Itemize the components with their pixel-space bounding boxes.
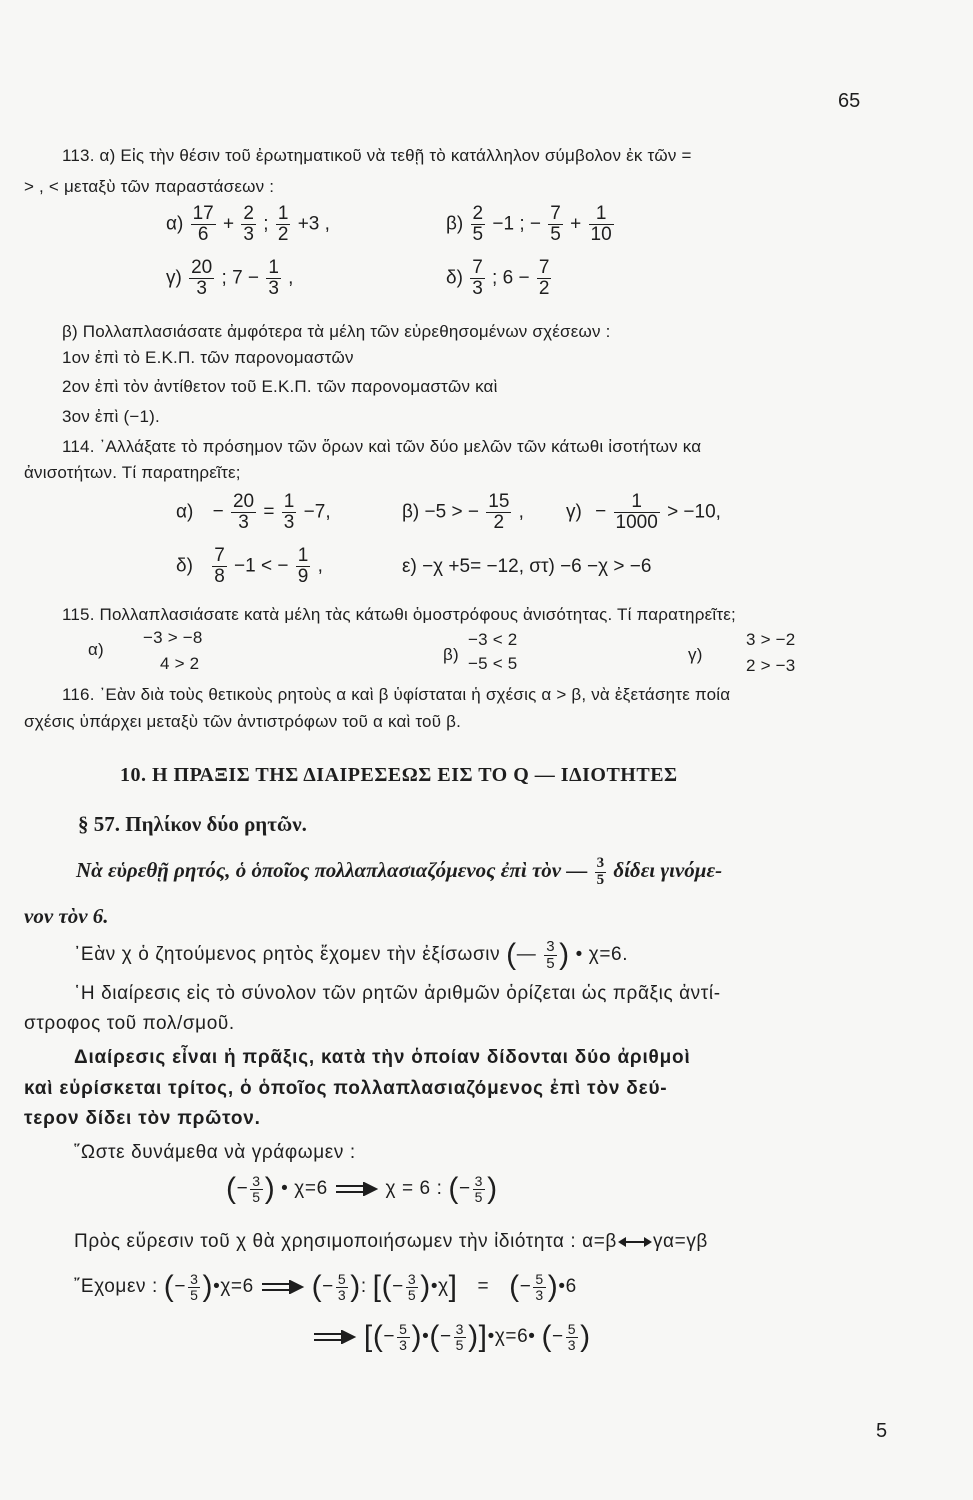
bracket-close: ] bbox=[448, 1270, 458, 1303]
denominator: 9 bbox=[297, 565, 309, 587]
numerator: 20 bbox=[191, 257, 213, 278]
implies-arrow-icon bbox=[334, 1182, 380, 1196]
paren-close: ) bbox=[487, 1172, 498, 1205]
ex114-line2: ἀνισοτήτων. Τί παρατηρεῖτε; bbox=[24, 463, 241, 482]
numerator: 3 bbox=[474, 1172, 484, 1189]
ex113-part-b: β) Πολλαπλασιάσατε ἀμφότερα τὰ μέλη τῶν εὑρεθησομένων σχέσεων : bbox=[62, 322, 611, 341]
denominator: 2 bbox=[277, 223, 289, 245]
ex115-label-a: α) bbox=[88, 640, 104, 659]
equation-2-left: • χ=6 bbox=[281, 1178, 328, 1200]
ex113-item1: 1ον ἐπὶ τὸ Ε.Κ.Π. τῶν παρονομαστῶν bbox=[62, 348, 354, 367]
problem-pre: Νὰ εὑρεθῇ ρητός, ὁ ὁποῖος πολλαπλασιαζόμενος ἐπὶ τὸν — bbox=[76, 858, 588, 883]
fraction bbox=[276, 204, 291, 245]
comma: , bbox=[518, 501, 524, 523]
equation-3-tail: •6 bbox=[558, 1276, 577, 1298]
ex115-b-top: −3 < 2 bbox=[468, 630, 518, 649]
paren-open: ( bbox=[163, 1270, 175, 1303]
paren-open: ( bbox=[311, 1270, 323, 1303]
numerator: 15 bbox=[488, 491, 510, 512]
denominator: 5 bbox=[190, 1286, 199, 1303]
equation-2: (− $\frac{3}{5}$ ) • χ=6 χ = 6 : (− $\frac{3}{5}$ ) bbox=[226, 1172, 498, 1205]
expr-tail: −7, bbox=[303, 501, 331, 523]
fraction bbox=[241, 204, 256, 245]
paren-close: ) bbox=[202, 1270, 214, 1303]
property-text: Πρὸς εὕρεσιν τοῦ χ θὰ χρησιμοποιήσωμεν τὴν ἰδιότητα : α=β bbox=[74, 1231, 617, 1252]
expr-mid: ; 7 − bbox=[221, 267, 260, 289]
bold-definition-line1: Διαίρεσις εἶναι ἡ πρᾶξις, κατὰ τὴν ὁποίαν δίδονται δύο ἀριθμοὶ bbox=[74, 1047, 691, 1068]
have-label: ῎Εχομεν : bbox=[74, 1276, 158, 1298]
equation-intro: ᾿Εὰν χ ὁ ζητούμενος ρητὸς ἔχομεν τὴν ἐξίσωσιν (— $\frac{3}{5}$ ) • χ=6. bbox=[74, 937, 629, 972]
label-d: δ) bbox=[176, 555, 193, 577]
ex113-expr-d bbox=[446, 258, 553, 299]
paren-close: ) bbox=[350, 1270, 361, 1303]
operator: + bbox=[570, 213, 582, 235]
ex115-a-bot: 4 > 2 bbox=[160, 654, 200, 673]
so-line: ῞Ωστε δυνάμεθα νὰ γράφωμεν : bbox=[74, 1142, 356, 1163]
paren-open: ( bbox=[372, 1320, 384, 1353]
numerator: 1 bbox=[268, 257, 279, 278]
ex114-expr-d bbox=[176, 546, 323, 587]
label-b: β) bbox=[446, 213, 464, 235]
paren-close: ) bbox=[559, 938, 570, 971]
denominator: 5 bbox=[252, 1188, 261, 1205]
equation-tail: • χ=6. bbox=[575, 944, 629, 966]
implies-arrow-icon bbox=[260, 1280, 306, 1294]
expr-mid: −1 < − bbox=[234, 555, 289, 577]
equation-3-mid: •χ=6 bbox=[213, 1276, 254, 1298]
label-b: β) bbox=[402, 501, 420, 523]
expr-mid: −1 ; − bbox=[492, 213, 542, 235]
problem-line2: νον τὸν 6. bbox=[24, 904, 109, 928]
ex115-label-g: γ) bbox=[688, 645, 703, 664]
denominator: 5 bbox=[472, 223, 484, 245]
ex115-b-bot: −5 < 5 bbox=[468, 654, 518, 673]
operator: + bbox=[223, 213, 235, 235]
denominator: 5 bbox=[550, 223, 561, 245]
paren-open: ( bbox=[226, 1172, 237, 1205]
denominator: 3 bbox=[196, 277, 207, 299]
numerator: 1 bbox=[297, 545, 309, 566]
fraction bbox=[231, 492, 256, 533]
ex113-expr-b bbox=[446, 204, 616, 245]
paren-open: ( bbox=[506, 938, 517, 971]
numerator: 3 bbox=[546, 937, 556, 955]
fraction bbox=[544, 939, 557, 972]
ex116-line1: 116. ᾿Εὰν διὰ τοὺς θετικοὺς ρητοὺς α καὶ β ὑφίσταται ἡ σχέσις α > β, νὰ ἐξετάσητε ποία bbox=[62, 685, 731, 704]
fraction: $\frac{5}{3}$ bbox=[337, 1270, 347, 1303]
numerator: 7 bbox=[472, 257, 483, 278]
ex114-expr-g bbox=[566, 492, 721, 533]
ex114-expr-a bbox=[176, 492, 331, 533]
ex114-expr-e: ε) −χ +5= −12, στ) −6 −χ > −6 bbox=[402, 556, 652, 577]
label-d: δ) bbox=[446, 267, 463, 289]
problem-statement bbox=[76, 856, 722, 889]
fraction: $\frac{5}{3}$ bbox=[399, 1320, 408, 1353]
numerator: 1 bbox=[277, 203, 289, 224]
numerator: 7 bbox=[214, 545, 225, 566]
property-tail: γα=γβ bbox=[652, 1231, 708, 1252]
paren-close: ) bbox=[580, 1320, 591, 1353]
denominator: 5 bbox=[407, 1286, 417, 1303]
numerator: 1 bbox=[589, 204, 614, 225]
definition-line1: ῾Η διαίρεσις εἰς τὸ σύνολον τῶν ρητῶν ἀριθμῶν ὁρίζεται ὡς πρᾶξις ἀντί- bbox=[74, 983, 721, 1004]
fraction: $\frac{5}{3}$ bbox=[567, 1320, 577, 1353]
denominator: 2 bbox=[538, 277, 550, 299]
denominator: 5 bbox=[596, 871, 605, 888]
ex115-g-top: 3 > −2 bbox=[746, 630, 796, 649]
ex115-a-top: −3 > −8 bbox=[143, 628, 203, 647]
paren-open: ( bbox=[448, 1172, 459, 1205]
fraction bbox=[595, 856, 607, 889]
sign: − bbox=[595, 501, 607, 523]
fraction bbox=[473, 1174, 485, 1204]
ex115-line1: 115. Πολλαπλασιάσατε κατὰ μέλη τὰς κάτωθι ὁμοστρόφους ἀνισότητας. Τί παρατηρεῖτε; bbox=[62, 605, 736, 624]
question-mark: ; bbox=[263, 213, 269, 235]
paren-close: ) bbox=[547, 1270, 559, 1303]
denominator: 2 bbox=[493, 511, 505, 533]
bold-definition-line3: τερον δίδει τὸν πρῶτον. bbox=[24, 1108, 261, 1129]
numerator: 7 bbox=[550, 203, 561, 224]
numerator: 17 bbox=[192, 203, 214, 224]
denominator: 5 bbox=[455, 1336, 465, 1353]
fraction bbox=[537, 258, 552, 299]
have-line: ῎Εχομεν : (− $\frac{3}{5}$ )•χ=6 (− $\frac{5}{3}$ ): [(− $\frac{3}{5}$ )•χ] = (− $\frac{5}{3}$ )•6 bbox=[74, 1270, 577, 1303]
denominator: 3 bbox=[268, 277, 279, 299]
paren-open: ( bbox=[381, 1270, 393, 1303]
property-line bbox=[74, 1231, 708, 1253]
numerator: 2 bbox=[472, 203, 484, 224]
fraction bbox=[188, 1272, 200, 1302]
equivalence-arrow-icon bbox=[617, 1235, 653, 1249]
section-title: 10. Η ΠΡΑΞΙΣ ΤΗΣ ΔΙΑΙΡΕΣΕΩΣ ΕΙΣ ΤΟ Q — ΙΔΙΟΤΗΤΕΣ bbox=[120, 764, 678, 786]
equation-2-right: χ = 6 : bbox=[385, 1178, 443, 1200]
paren-close: ) bbox=[411, 1320, 423, 1353]
label-a: α) bbox=[176, 501, 194, 523]
ex116-line2: σχέσις ὑπάρχει μεταξὺ τῶν ἀντιστρόφων τοῦ α καὶ τοῦ β. bbox=[24, 712, 462, 731]
ex115-label-b: β) bbox=[443, 645, 459, 664]
denominator: 3 bbox=[243, 223, 254, 245]
page-number: 65 bbox=[838, 90, 861, 112]
fraction bbox=[548, 204, 563, 245]
paren-close: ) bbox=[468, 1320, 479, 1353]
fraction bbox=[282, 492, 297, 533]
equation-4-tail: •χ=6• bbox=[487, 1326, 536, 1348]
fraction bbox=[589, 204, 614, 245]
paren-close: ) bbox=[264, 1172, 276, 1205]
expr-pre: −5 > − bbox=[424, 501, 479, 523]
paren-close: ) bbox=[420, 1270, 431, 1303]
expr-mid: ; 6 − bbox=[492, 267, 530, 289]
denominator: 5 bbox=[546, 954, 556, 972]
ex115-g-bot: 2 > −3 bbox=[746, 656, 796, 675]
implies-arrow-icon bbox=[312, 1330, 358, 1344]
numerator: 1 bbox=[614, 492, 660, 513]
fraction bbox=[406, 1272, 418, 1302]
bracket-close: ] bbox=[478, 1320, 488, 1353]
fraction bbox=[266, 258, 281, 299]
bracket-open: [ bbox=[372, 1270, 382, 1303]
ex114-expr-b bbox=[402, 492, 524, 533]
denominator: 8 bbox=[214, 565, 225, 587]
denominator: 3 bbox=[238, 511, 249, 533]
paren-open: ( bbox=[541, 1320, 553, 1353]
fraction bbox=[471, 204, 486, 245]
bracket-open: [ bbox=[363, 1320, 373, 1353]
paren-open: ( bbox=[429, 1320, 440, 1353]
numerator: 3 bbox=[407, 1270, 417, 1287]
fraction bbox=[454, 1322, 466, 1352]
ex114-line1: 114. ᾿Αλλάξατε τὸ πρόσημον τῶν ὅρων καὶ τῶν δύο μελῶν τῶν κάτωθι ἰσοτήτων κα bbox=[62, 437, 702, 456]
fraction bbox=[296, 546, 311, 587]
ex113-expr-g bbox=[166, 258, 293, 299]
numerator: 3 bbox=[190, 1270, 199, 1287]
numerator: 7 bbox=[538, 257, 550, 278]
fraction bbox=[470, 258, 485, 299]
ex113-line1: 113. α) Εἰς τὴν θέσιν τοῦ ἐρωτηματικοῦ νὰ τεθῇ τὸ κατάλληλον σύμβολον ἐκ τῶν = bbox=[62, 146, 692, 165]
numerator: 3 bbox=[596, 855, 605, 871]
denominator: 1000 bbox=[615, 511, 658, 533]
ex113-line2: > , < μεταξὺ τῶν παραστάσεων : bbox=[24, 177, 275, 196]
numerator: 3 bbox=[252, 1172, 261, 1189]
label-g: γ) bbox=[566, 501, 582, 523]
equation-4: [(− $\frac{5}{3}$ )•(− $\frac{3}{5}$ )]•χ=6• (− $\frac{5}{3}$ ) bbox=[312, 1320, 591, 1354]
operator: = bbox=[263, 501, 275, 523]
fraction bbox=[250, 1174, 262, 1204]
expr-tail: +3 , bbox=[297, 213, 330, 235]
fraction bbox=[614, 492, 660, 533]
expr-tail: > −10, bbox=[667, 501, 721, 523]
fraction bbox=[486, 492, 511, 533]
denominator: 3 bbox=[283, 511, 295, 533]
fraction bbox=[191, 204, 216, 245]
denominator: 5 bbox=[474, 1188, 484, 1205]
definition-line2: στροφος τοῦ πολ/σμοῦ. bbox=[24, 1013, 235, 1034]
denominator: 10 bbox=[590, 223, 612, 245]
fraction: $\frac{5}{3}$ bbox=[535, 1270, 544, 1303]
ex113-item3: 3ον ἐπὶ (−1). bbox=[62, 407, 160, 426]
numerator: 3 bbox=[455, 1320, 465, 1337]
corner-number: 5 bbox=[876, 1420, 888, 1442]
denominator: 3 bbox=[472, 277, 483, 299]
section-subtitle: § 57. Πηλίκον δύο ρητῶν. bbox=[78, 812, 307, 836]
label-a: α) bbox=[166, 213, 184, 235]
sign: − bbox=[212, 501, 224, 523]
label-g: γ) bbox=[166, 267, 182, 289]
bold-definition-line2: καὶ εὑρίσκεται τρίτος, ὁ ὁποῖος πολλαπλασιαζόμενος ἐπὶ τὸν δεύ- bbox=[24, 1078, 668, 1099]
denominator: 6 bbox=[197, 223, 209, 245]
paren-open: ( bbox=[509, 1270, 520, 1303]
numerator: 20 bbox=[232, 491, 255, 512]
ex113-item2: 2ον ἐπὶ τὸν ἀντίθετον τοῦ Ε.Κ.Π. τῶν παρονομαστῶν καὶ bbox=[62, 377, 498, 396]
fraction bbox=[212, 546, 227, 587]
numerator: 1 bbox=[283, 491, 295, 512]
comma: , bbox=[288, 267, 294, 289]
ex113-expr-a bbox=[166, 204, 330, 245]
fraction bbox=[189, 258, 214, 299]
comma: , bbox=[317, 555, 323, 577]
numerator: 2 bbox=[243, 203, 254, 224]
problem-post: δίδει γινόμε- bbox=[613, 858, 723, 883]
equation-intro-text: ᾿Εὰν χ ὁ ζητούμενος ρητὸς ἔχομεν τὴν ἐξίσωσιν bbox=[74, 944, 501, 966]
